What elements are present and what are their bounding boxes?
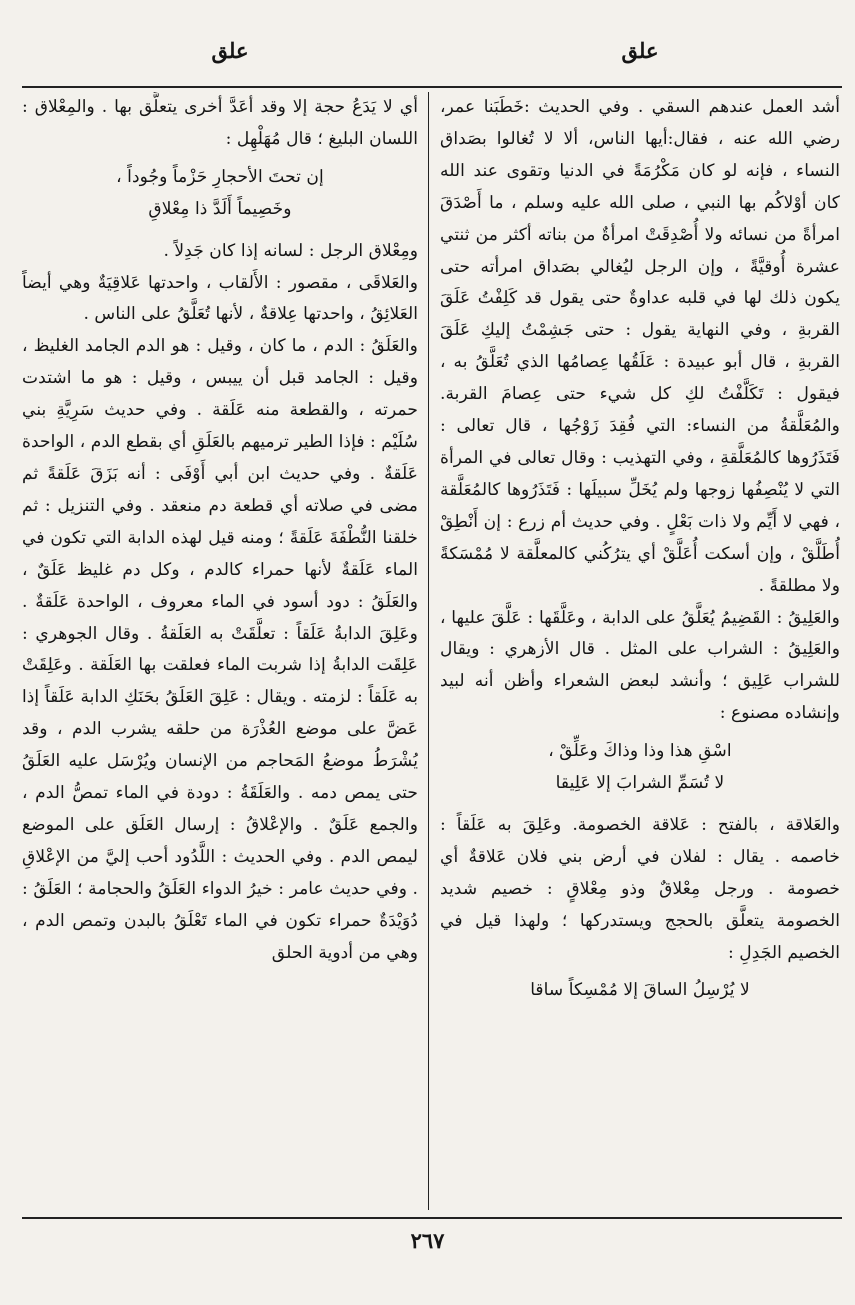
running-header-left: علق [211,38,249,63]
verse-line: اسْقِ هذا وذا وذاكَ وعَلِّقْ ، [548,741,732,762]
paragraph: أشد العمل عندهم السقي . وفي الحديث :خَطَبَنا عمر، رضي الله عنه ، فقال:أيها الناس، ألا لا تُغالوا بصَداق النساء ، فإنه لو كان مَكْرُمَةً في الدنيا وتقوى عند الله كان أوْلاكُم بها النبي ، صلى الله عليه وسلم ، ما أَصْدَقَ امرأةً من نسائه ولا أُصْدِقَتْ امرأةٌ من بناته أكثر من ثنتي عشرة أُوقيَّةً ، وإن الرجل ليُغالي بصَداق امرأته حتى يكون ذلك لها في قلبه عداوةٌ حتى يقول قد كَلِفْتُ عَلَقَ القربةِ ، وفي النهاية يقول : حتى جَشِمْتُ إليكِ عَلَقَ القربةِ ، قال أبو عبيدة : عَلَقُها عِصامُها الذي تُعَلَّقُ به ، فيقول : تَكَلَّفْتُ لكِ كل شيء حتى عِصامَ القربة. والمُعَلَّقةُ من النساء: التي فُقِدَ زَوْجُها ، قال تعالى : فَتَذَرُوها كالمُعَلَّقةِ ، وفي التهذيب : وقال تعالى في المرأة التي لا يُنْصِفُها زوجها ولم يُخَلِّ سبيلَها : فَتَذَرُوها كالمُعَلَّقة ، فهي لا أَيِّم ولا ذات بَعْلٍ . وفي حديث أم زرع : إن أَنْطِقْ أُطَلَّقْ ، وإن أسكت أُعَلَّقْ أي يترُكُني كالمعلَّقة لا مُمْسَكةً ولا مطلقةً . [440,97,840,596]
verse-line: وخَصِيماً أَلَدَّ ذا مِعْلاقِ [148,198,292,219]
verse-line: لا يُرْسِلُ الساقَ إلا مُمْسِكاً ساقا [530,980,750,1001]
verse-line: لا تُسَمِّ الشرابَ إلا عَلِيقا [555,773,725,794]
paragraph: ومِعْلاق الرجل : لسانه إذا كان جَدِلاً . [163,240,418,261]
verse-line: إن تحتَ الأحجارِ حَزْماً وجُوداً ، [116,166,324,187]
column-divider [428,92,429,1210]
paragraph: والعَلِيقُ : القَضِيمُ يُعَلَّقُ على الدابة ، وعَلَّقَها : عَلَّقَ عليها ، والعَلِيقُ : الشراب على المثل . قال الأزهري : ويقال للشراب عَلِيق ؛ وأنشد لبعض الشعراء وأظن أنه لبيد وإنشاده مصنوع : [440,607,840,724]
paragraph: أي لا يَدَعُ حجة إلا وقد أعَدَّ أخرى يتعلَّق بها . والمِعْلاق : اللسان البليغ ؛ قال مُهَلْهِل : [22,97,418,149]
paragraph: والعَلَقُ : الدم ، ما كان ، وقيل : هو الدم الجامد الغليظ ، وقيل : الجامد قبل أن ييبس ، وقيل : هو ما اشتدت حمرته ، والقطعة منه عَلَقة . وفي حديث سَرِيَّةِ بني سُلَيْم : فإذا الطير ترميهم بالعَلَقِ أي بقطع الدم ، الواحدة عَلَقةٌ . وفي حديث ابن أبي أَوْفَى : أنه بَزَقَ عَلَقةً ثم مضى في صلاته أي قطعة دم منعقد . وفي التنزيل : ثم خلقنا النُّطْفَةَ عَلَقةً ؛ ومنه قيل لهذه الدابة التي تكون في الماء عَلَقةٌ لأنها حمراء كالدم ، وكل دم غليظ عَلَقٌ ، والعَلَقُ : دود أسود في الماء معروف ، الواحدة عَلَقةٌ . وعَلِقَ الدابةُ عَلَقاً : تعلَّقَتْ به العَلَقةُ . وقال الجوهري : عَلِقَت الدابةُ إذا شربت الماء فعلقت بها العَلَقة . وعَلِقَتْ به عَلَقاً : لزمته . ويقال : عَلِقَ العَلَقُ بحَنَكِ الدابة عَلَقاً إذا عَضَّ على موضع العُذْرَة من حلقه يشرب الدم ، وقد يُشْرَطُ موضعُ المَحاجم من الإنسان ويُرْسَل عليه العَلَقُ حتى يمص دمه . والعَلَقَةُ : دودة في الماء تمصُّ الدم ، والجمع عَلَقٌ . والإعْلاقُ : إرسال العَلَق على الموضع ليمص الدم . وفي الحديث : اللَّدُود أحب إليَّ من الإعْلاقِ . وفي حديث عامر : خيرُ الدواء العَلَقُ والحجامة ؛ العَلَقُ : دُوَيْدَةٌ حمراء تكون في الماء تَعْلَقُ بالبدن وتمص الدم ، وهي من أدوية الحلق [22,336,418,963]
paragraph: والعَلاقَى ، مقصور : الأَلقاب ، واحدتها عَلاقِيَةٌ وهي أيضاً العَلائِقُ ، واحدتها عِلاقةٌ ، لأنها تُعَلَّقُ على الناس . [22,272,418,325]
verse-block [22,162,418,226]
verse-block [440,736,840,800]
running-header-right: علق [621,38,659,63]
paragraph: والعَلاقة ، بالفتح : عَلاقة الخصومة. وعَلِقَ به عَلَقاً : خاصمه . يقال : لفلان في أرض بني فلان عَلاقةٌ أي خصومة . ورجل مِعْلاقٌ وذو مِعْلاقٍ : خصيم شديد الخصومة يتعلَّق بالحجج ويستدركها ؛ ولهذا قيل في الخصيم الجَدِلِ : [440,814,840,963]
bottom-rule [22,1217,842,1219]
left-column [22,92,418,1210]
verse-block [440,975,840,1007]
top-rule [22,86,842,88]
right-column [440,92,840,1210]
page-number: ٢٦٧ [410,1228,445,1253]
